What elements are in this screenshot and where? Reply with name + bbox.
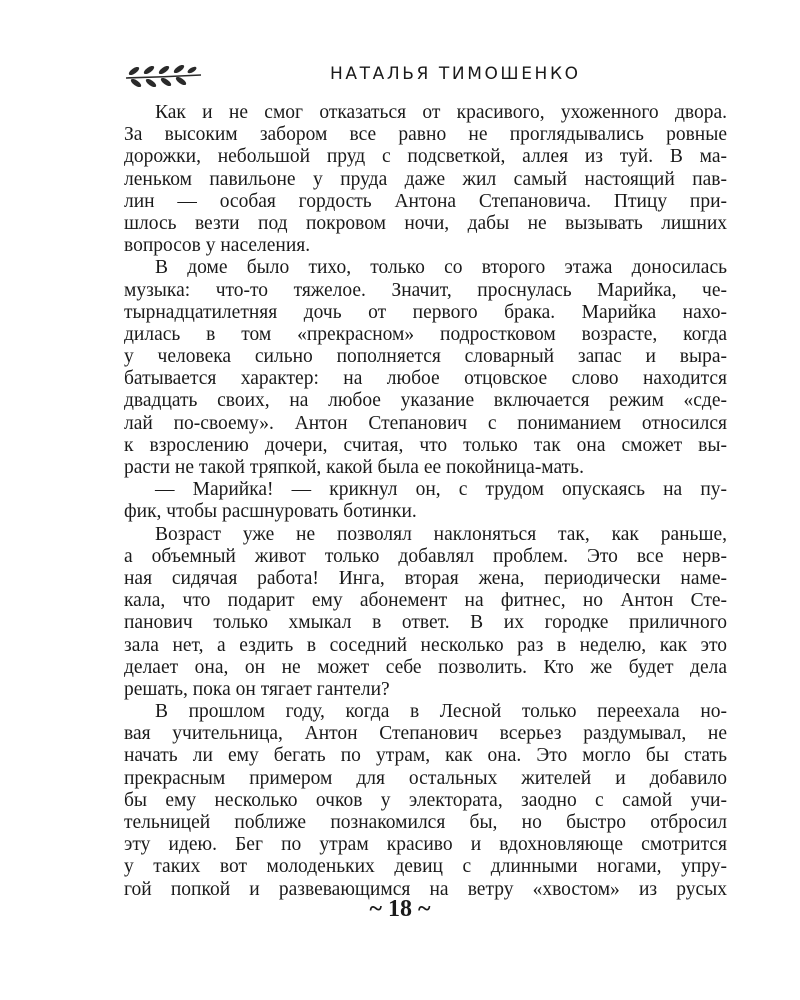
text-line: у таких вот молоденьких девиц с длинными ногами, упру- xyxy=(124,856,727,878)
page-body-text xyxy=(124,102,727,901)
text-line: музыка: что-то тяжелое. Значит, проснулась Марийка, че- xyxy=(124,279,727,301)
page-number: ~ 18 ~ xyxy=(369,896,431,922)
text-line: вая учительница, Антон Степанович всерьез раздумывал, не xyxy=(124,723,727,745)
text-line: кала, что подарит ему абонемент на фитнес, но Антон Сте- xyxy=(124,590,727,612)
text-line: а объемный живот только добавлял проблем. Это все нерв- xyxy=(124,545,727,567)
text-line: эту идею. Бег по утрам красиво и вдохновляюще смотрится xyxy=(124,834,727,856)
text-line: Возраст уже не позволял наклоняться так, как раньше, xyxy=(155,523,727,545)
text-line: В прошлом году, когда в Лесной только переехала но- xyxy=(155,701,727,723)
text-line: к взрослению дочери, считая, что только так она сможет вы- xyxy=(124,434,727,456)
text-line: За высоким забором все равно не проглядывались ровные xyxy=(124,124,727,146)
text-line: — Марийка! — крикнул он, с трудом опускаясь на пу- xyxy=(155,479,727,501)
text-line: леньком павильоне у пруда даже жил самый настоящий пав- xyxy=(124,168,727,190)
text-line: бы ему несколько очков у электората, заодно с самой учи- xyxy=(124,789,727,811)
text-line: вопросов у населения. xyxy=(124,235,311,257)
text-line: лай по-своему». Антон Степанович с пониманием относился xyxy=(124,412,727,434)
text-line: тельницей поближе познакомился бы, но быстро отбросил xyxy=(124,812,727,833)
text-line: ная сидячая работа! Инга, вторая жена, периодически наме- xyxy=(124,567,727,589)
text-line: зала нет, а ездить в соседний несколько раз в неделю, как это xyxy=(124,634,727,656)
text-line: дилась в том «прекрасном» подростковом возрасте, когда xyxy=(124,323,727,345)
text-line: прекрасным примером для остальных жителей и добавило xyxy=(124,767,727,789)
text-line: делает она, он не может себе позволить. Кто же будет дела xyxy=(124,656,727,678)
text-line: расти не такой тряпкой, какой была ее покойница-мать. xyxy=(124,457,584,478)
running-header xyxy=(124,58,727,94)
text-line: начать ли ему бегать по утрам, как она. Это могло бы стать xyxy=(124,745,727,767)
text-line: батывается характер: на любое отцовское слово находится xyxy=(124,368,727,390)
text-line: дорожки, небольшой пруд с подсветкой, аллея из туй. В ма- xyxy=(124,146,727,168)
text-line: решать, пока он тягает гантели? xyxy=(124,678,390,700)
text-line: В доме было тихо, только со второго этажа доносилась xyxy=(155,257,727,279)
text-line: у человека сильно пополняется словарный запас и выра- xyxy=(124,346,727,368)
text-line: лин — особая гордость Антона Степановича. Птицу при- xyxy=(124,190,727,212)
text-line: двадцать своих, на любое указание включается режим «сде- xyxy=(124,390,727,412)
text-line: шлось везти под покровом ночи, дабы не вызывать лишних xyxy=(124,212,727,234)
text-line: панович только хмыкал в ответ. В их городке приличного xyxy=(124,612,727,634)
text-line: фик, чтобы расшнуровать ботинки. xyxy=(124,501,417,523)
book-author: НАТАЛЬЯ ТИМОШЕНКО xyxy=(330,64,581,84)
text-line: гой попкой и развевающимся на ветру «хвостом» из русых xyxy=(124,878,727,900)
text-line: Как и не смог отказаться от красивого, ухоженного двора. xyxy=(155,102,727,123)
leaf-branch-icon xyxy=(124,62,202,90)
text-line: тырнадцатилетняя дочь от первого брака. Марийка нахо- xyxy=(124,301,727,323)
